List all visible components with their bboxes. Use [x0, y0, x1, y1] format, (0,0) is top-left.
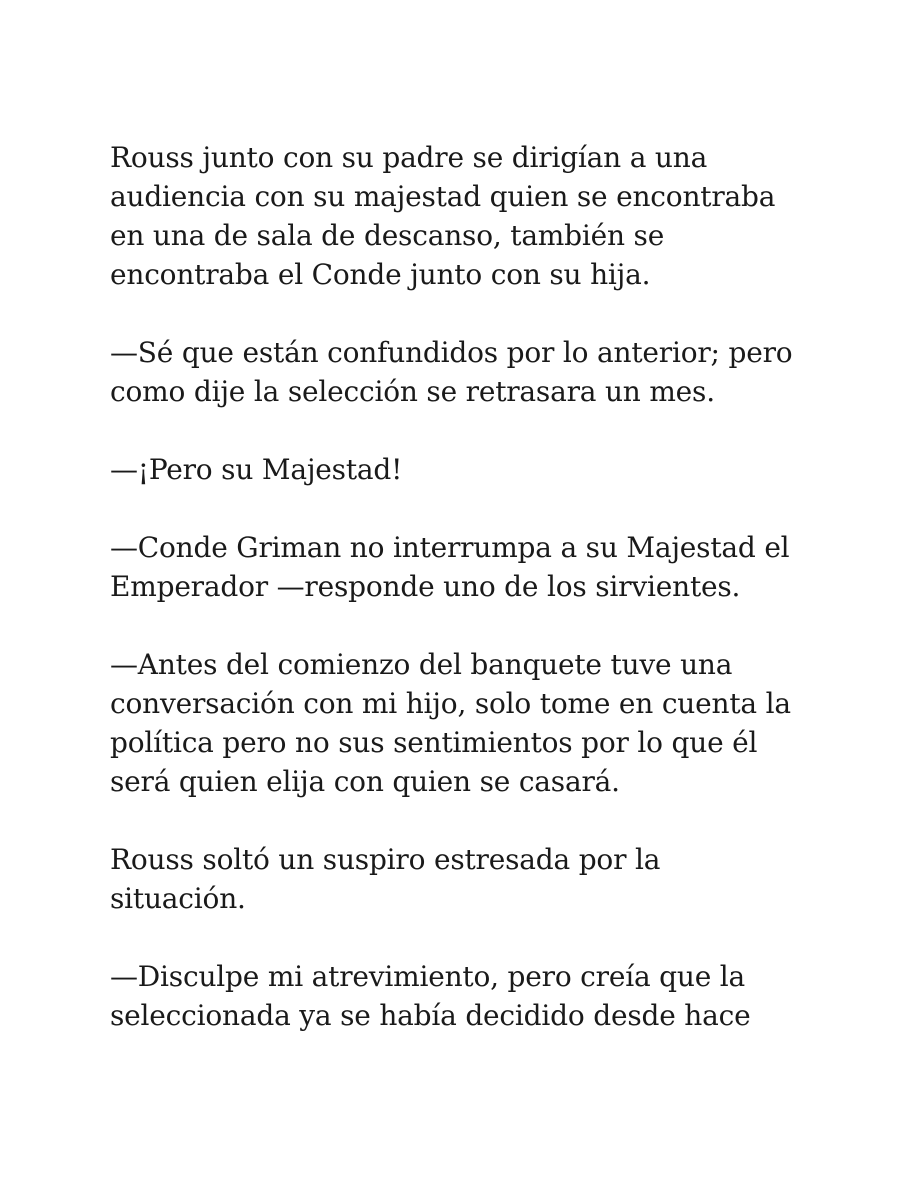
text-line: seleccionada ya se había decidido desde hace — [110, 999, 751, 1032]
text-line: como dije la selección se retrasara un mes. — [110, 375, 715, 408]
text-line: política pero no sus sentimientos por lo que él — [110, 726, 758, 759]
text-line: —Antes del comienzo del banquete tuve una — [110, 648, 733, 681]
text-line: será quien elija con quien se casará. — [110, 765, 620, 798]
text-line: Rouss junto con su padre se dirigían a una — [110, 141, 708, 174]
paragraph-2 — [110, 333, 800, 411]
text-line: situación. — [110, 882, 246, 915]
text-line: —¡Pero su Majestad! — [110, 453, 403, 486]
text-line: en una de sala de descanso, también se — [110, 219, 665, 252]
text-line: —Disculpe mi atrevimiento, pero creía que la — [110, 960, 746, 993]
document-body — [110, 138, 800, 1074]
paragraph-4 — [110, 528, 800, 606]
paragraph-3 — [110, 450, 800, 489]
text-line: —Sé que están confundidos por lo anterior; pero — [110, 336, 793, 369]
paragraph-1 — [110, 138, 800, 294]
text-line: —Conde Griman no interrumpa a su Majestad el — [110, 531, 790, 564]
text-line: Rouss soltó un suspiro estresada por la — [110, 843, 661, 876]
text-line: encontraba el Conde junto con su hija. — [110, 258, 651, 291]
paragraph-6 — [110, 840, 800, 918]
text-line: conversación con mi hijo, solo tome en cuenta la — [110, 687, 791, 720]
text-line: audiencia con su majestad quien se encontraba — [110, 180, 776, 213]
paragraph-5 — [110, 645, 800, 801]
text-line: Emperador —responde uno de los sirvientes. — [110, 570, 741, 603]
paragraph-7 — [110, 957, 800, 1035]
